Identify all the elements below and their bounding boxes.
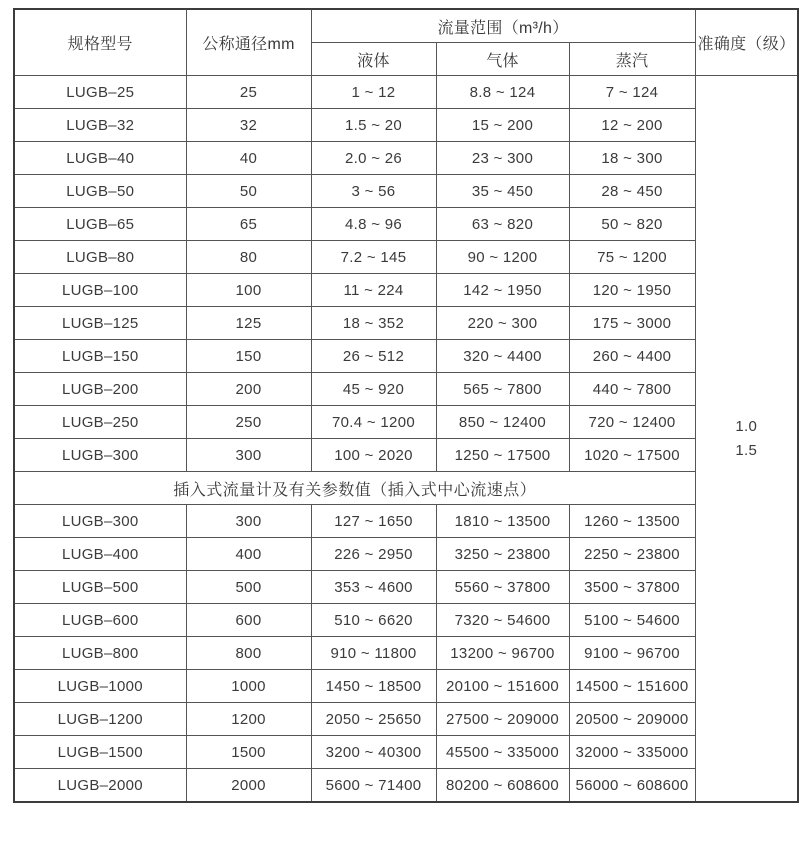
accuracy-value: 1.5 <box>735 441 758 459</box>
accuracy-value: 1.0 <box>735 418 758 436</box>
cell-dn: 80 <box>186 241 311 274</box>
cell-gas: 3250 ~ 23800 <box>436 538 569 571</box>
cell-dn: 100 <box>186 274 311 307</box>
cell-dn: 2000 <box>186 769 311 803</box>
cell-steam: 175 ~ 3000 <box>569 307 695 340</box>
cell-model: LUGB–1500 <box>14 736 186 769</box>
table-row <box>14 274 798 307</box>
cell-steam: 1020 ~ 17500 <box>569 439 695 472</box>
cell-model: LUGB–80 <box>14 241 186 274</box>
cell-model: LUGB–40 <box>14 142 186 175</box>
cell-liquid: 353 ~ 4600 <box>311 571 436 604</box>
cell-liquid: 18 ~ 352 <box>311 307 436 340</box>
table-row <box>14 637 798 670</box>
cell-gas: 35 ~ 450 <box>436 175 569 208</box>
cell-steam: 28 ~ 450 <box>569 175 695 208</box>
cell-dn: 125 <box>186 307 311 340</box>
cell-dn: 25 <box>186 76 311 109</box>
cell-gas: 142 ~ 1950 <box>436 274 569 307</box>
cell-gas: 320 ~ 4400 <box>436 340 569 373</box>
table-row <box>14 703 798 736</box>
cell-model: LUGB–1000 <box>14 670 186 703</box>
cell-model: LUGB–150 <box>14 340 186 373</box>
cell-accuracy-class <box>695 76 798 803</box>
cell-liquid: 510 ~ 6620 <box>311 604 436 637</box>
table-row <box>14 604 798 637</box>
table-row <box>14 769 798 803</box>
table-row <box>14 439 798 472</box>
cell-liquid: 4.8 ~ 96 <box>311 208 436 241</box>
cell-model: LUGB–400 <box>14 538 186 571</box>
cell-steam: 7 ~ 124 <box>569 76 695 109</box>
cell-steam: 120 ~ 1950 <box>569 274 695 307</box>
table-row <box>14 109 798 142</box>
cell-liquid: 226 ~ 2950 <box>311 538 436 571</box>
cell-steam: 32000 ~ 335000 <box>569 736 695 769</box>
cell-dn: 400 <box>186 538 311 571</box>
cell-dn: 300 <box>186 439 311 472</box>
table-row <box>14 307 798 340</box>
cell-gas: 45500 ~ 335000 <box>436 736 569 769</box>
cell-liquid: 2.0 ~ 26 <box>311 142 436 175</box>
cell-liquid: 127 ~ 1650 <box>311 505 436 538</box>
cell-gas: 15 ~ 200 <box>436 109 569 142</box>
cell-dn: 250 <box>186 406 311 439</box>
cell-dn: 300 <box>186 505 311 538</box>
cell-liquid: 26 ~ 512 <box>311 340 436 373</box>
cell-liquid: 3 ~ 56 <box>311 175 436 208</box>
cell-model: LUGB–25 <box>14 76 186 109</box>
table-row <box>14 736 798 769</box>
table-row <box>14 373 798 406</box>
cell-model: LUGB–100 <box>14 274 186 307</box>
cell-steam: 9100 ~ 96700 <box>569 637 695 670</box>
cell-model: LUGB–2000 <box>14 769 186 803</box>
flow-meter-spec-table <box>13 8 799 803</box>
table-row <box>14 340 798 373</box>
cell-model: LUGB–800 <box>14 637 186 670</box>
cell-model: LUGB–32 <box>14 109 186 142</box>
cell-dn: 1500 <box>186 736 311 769</box>
cell-model: LUGB–600 <box>14 604 186 637</box>
cell-model: LUGB–50 <box>14 175 186 208</box>
cell-model: LUGB–300 <box>14 439 186 472</box>
cell-steam: 3500 ~ 37800 <box>569 571 695 604</box>
cell-liquid: 1.5 ~ 20 <box>311 109 436 142</box>
cell-gas: 63 ~ 820 <box>436 208 569 241</box>
col-header-flow-range: 流量范围（m³/h） <box>311 9 695 43</box>
cell-model: LUGB–1200 <box>14 703 186 736</box>
cell-dn: 40 <box>186 142 311 175</box>
cell-steam: 56000 ~ 608600 <box>569 769 695 803</box>
cell-dn: 50 <box>186 175 311 208</box>
cell-gas: 850 ~ 12400 <box>436 406 569 439</box>
cell-gas: 8.8 ~ 124 <box>436 76 569 109</box>
cell-gas: 220 ~ 300 <box>436 307 569 340</box>
cell-gas: 90 ~ 1200 <box>436 241 569 274</box>
cell-dn: 200 <box>186 373 311 406</box>
table-row <box>14 670 798 703</box>
cell-model: LUGB–125 <box>14 307 186 340</box>
cell-liquid: 2050 ~ 25650 <box>311 703 436 736</box>
table-row <box>14 241 798 274</box>
col-header-dn: 公称通径mm <box>186 9 311 76</box>
cell-steam: 720 ~ 12400 <box>569 406 695 439</box>
table-row <box>14 175 798 208</box>
cell-steam: 14500 ~ 151600 <box>569 670 695 703</box>
insertion-section-title: 插入式流量计及有关参数值（插入式中心流速点） <box>14 472 695 505</box>
cell-dn: 800 <box>186 637 311 670</box>
cell-liquid: 11 ~ 224 <box>311 274 436 307</box>
table-body <box>14 76 798 803</box>
cell-dn: 500 <box>186 571 311 604</box>
cell-steam: 2250 ~ 23800 <box>569 538 695 571</box>
table-row <box>14 142 798 175</box>
insertion-section-divider-row <box>14 472 798 505</box>
cell-dn: 1000 <box>186 670 311 703</box>
cell-liquid: 100 ~ 2020 <box>311 439 436 472</box>
col-header-gas: 气体 <box>436 43 569 76</box>
table-row <box>14 208 798 241</box>
cell-steam: 75 ~ 1200 <box>569 241 695 274</box>
cell-liquid: 7.2 ~ 145 <box>311 241 436 274</box>
cell-model: LUGB–65 <box>14 208 186 241</box>
cell-steam: 18 ~ 300 <box>569 142 695 175</box>
col-header-steam: 蒸汽 <box>569 43 695 76</box>
header-row-1 <box>14 9 798 43</box>
cell-liquid: 910 ~ 11800 <box>311 637 436 670</box>
cell-gas: 23 ~ 300 <box>436 142 569 175</box>
cell-steam: 12 ~ 200 <box>569 109 695 142</box>
cell-steam: 20500 ~ 209000 <box>569 703 695 736</box>
cell-liquid: 70.4 ~ 1200 <box>311 406 436 439</box>
cell-gas: 27500 ~ 209000 <box>436 703 569 736</box>
col-header-accuracy: 准确度（级） <box>695 9 798 76</box>
cell-gas: 20100 ~ 151600 <box>436 670 569 703</box>
cell-steam: 260 ~ 4400 <box>569 340 695 373</box>
cell-liquid: 45 ~ 920 <box>311 373 436 406</box>
table-row <box>14 406 798 439</box>
table-row <box>14 76 798 109</box>
cell-steam: 5100 ~ 54600 <box>569 604 695 637</box>
cell-dn: 65 <box>186 208 311 241</box>
cell-dn: 32 <box>186 109 311 142</box>
cell-gas: 1810 ~ 13500 <box>436 505 569 538</box>
cell-dn: 600 <box>186 604 311 637</box>
cell-model: LUGB–500 <box>14 571 186 604</box>
cell-liquid: 5600 ~ 71400 <box>311 769 436 803</box>
table-row <box>14 538 798 571</box>
col-header-liquid: 液体 <box>311 43 436 76</box>
cell-liquid: 1450 ~ 18500 <box>311 670 436 703</box>
cell-dn: 1200 <box>186 703 311 736</box>
cell-liquid: 1 ~ 12 <box>311 76 436 109</box>
cell-gas: 565 ~ 7800 <box>436 373 569 406</box>
cell-gas: 13200 ~ 96700 <box>436 637 569 670</box>
cell-model: LUGB–300 <box>14 505 186 538</box>
cell-model: LUGB–250 <box>14 406 186 439</box>
cell-gas: 1250 ~ 17500 <box>436 439 569 472</box>
cell-model: LUGB–200 <box>14 373 186 406</box>
cell-steam: 440 ~ 7800 <box>569 373 695 406</box>
cell-dn: 150 <box>186 340 311 373</box>
cell-steam: 50 ~ 820 <box>569 208 695 241</box>
table-row <box>14 505 798 538</box>
col-header-model: 规格型号 <box>14 9 186 76</box>
cell-gas: 5560 ~ 37800 <box>436 571 569 604</box>
cell-gas: 7320 ~ 54600 <box>436 604 569 637</box>
cell-liquid: 3200 ~ 40300 <box>311 736 436 769</box>
table-row <box>14 571 798 604</box>
cell-steam: 1260 ~ 13500 <box>569 505 695 538</box>
cell-gas: 80200 ~ 608600 <box>436 769 569 803</box>
